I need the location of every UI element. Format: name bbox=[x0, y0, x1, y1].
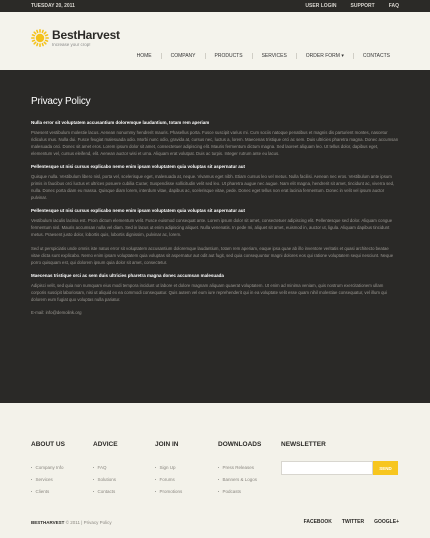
nav-contacts[interactable]: CONTACTS bbox=[353, 53, 399, 59]
copyright bbox=[31, 520, 112, 525]
contact-email[interactable]: E-mail: info@demolink.org bbox=[31, 310, 82, 315]
section-text: Praesent vestibulum molestie lacus. Aenean nonummy hendrerit mauris. Phasellus porta. Fusce suscipit varius mi. Cum sociis natoque penatibus et magnis dis parturient montes, nascetur ridiculus mus. Nulla dui. Fusce feugiat malesuada odio. Morbi nunc odio, gravida at, cursus nec, luctus a, lorem. Maecenas tristique orci ac sem. Duis ultricies pharetra magna. Donec accumsan malesuada orci. Donec sit amet eros. Lorem ipsum dolor sit amet, consectetuer adipiscing elit. Mauris fermentum dictum magna. Sed laoreet aliquam leo. Ut tellus dolor, dapibus eget, elementum vel, cursus eleifend, elit. Aenean auctor wisi et urna. Aliquam erat volutpat. Duis ac turpis. Integer rutrum ante eu lacus. bbox=[31, 130, 399, 156]
footer-link[interactable]: · Podcasts bbox=[218, 486, 261, 498]
footer-column-title: ABOUT US bbox=[31, 441, 65, 448]
section-heading: Nulla error sit voluptatem accusantium doloremque laudantium, totam rem aperiam bbox=[31, 120, 210, 125]
nav-order-form[interactable]: ORDER FORM ▾ bbox=[296, 53, 353, 59]
nav-products[interactable]: PRODUCTS bbox=[205, 53, 252, 59]
twitter-link[interactable]: TWITTER bbox=[341, 519, 365, 525]
facebook-link[interactable]: FACEBOOK bbox=[303, 519, 332, 525]
logo-text bbox=[52, 29, 120, 47]
section-text: Quisque nulla. Vestibulum libero nisl, porta vel, scelerisque eget, malesuada at, neque. Vivamus eget nibh. Etiam cursus leo vel metus. Nulla facilisi. Aenean nec eros. Vestibulum ante ipsum primis in faucibus orci luctus et ultrices posuere cubilia Curae; Suspendisse sollicitudin velit sed leo. Ut pharetra augue nec augue. Nam elit magna, hendrerit sit amet, tincidunt ac, viverra sed, nulla. Donec porta diam eu massa. Quisque diam lorem, interdum vitae, dapibus ac, scelerisque vitae, pede. Donec eget tellus non erat lacinia fermentum. Donec in velit vel ipsum auctor pulvinar. bbox=[31, 174, 395, 200]
footer-column-about bbox=[31, 441, 65, 498]
footer-link[interactable]: · Contacts bbox=[93, 486, 118, 498]
logo-name: BestHarvest bbox=[52, 28, 120, 42]
logo[interactable] bbox=[31, 29, 120, 47]
footer-link[interactable]: · Press Releases bbox=[218, 462, 261, 474]
newsletter bbox=[281, 441, 398, 475]
footer-link[interactable]: · Sign Up bbox=[155, 462, 182, 474]
footer-link[interactable]: · Banners & Logos bbox=[218, 474, 261, 486]
nav-company[interactable]: COMPANY bbox=[161, 53, 205, 59]
footer-column-downloads bbox=[218, 441, 261, 498]
footer-link[interactable]: · Promotions bbox=[155, 486, 182, 498]
footer-column-join bbox=[155, 441, 182, 498]
copyright-text[interactable]: © 2011 | Privacy Policy bbox=[65, 519, 112, 525]
newsletter-form bbox=[281, 461, 398, 475]
support-link[interactable]: SUPPORT bbox=[350, 3, 375, 9]
header bbox=[0, 12, 430, 70]
nav-services[interactable]: SERVICES bbox=[252, 53, 296, 59]
footer-link[interactable]: · Clients bbox=[31, 486, 65, 498]
google-plus-link[interactable]: GOOGLE+ bbox=[374, 519, 399, 525]
faq-link[interactable]: FAQ bbox=[388, 3, 399, 9]
newsletter-email-input[interactable] bbox=[281, 461, 373, 475]
copyright-row bbox=[31, 515, 399, 529]
footer-link[interactable]: · FAQ bbox=[93, 462, 118, 474]
section-text: Adipisci velit, sed quia non numquam eius modi tempora incidunt ut labore et dolore magnam aliquam quaerat voluptatem. Ut enim ad minima veniam, quis nostrum exercitationem ullam corporis suscipit laboriosam, nisi ut aliquid ex ea commodi consequatur. Quis autem vel eum iure reprehenderit qui in ea voluptate velit esse quam nihil molestiae consequatur, vel illum qui dolorem eum fugiat quo voluptas nulla pariatur. bbox=[31, 283, 387, 302]
social-links bbox=[304, 519, 399, 525]
top-links bbox=[305, 3, 399, 9]
footer-link[interactable]: · Company Info bbox=[31, 462, 65, 474]
footer bbox=[0, 403, 430, 538]
top-bar bbox=[0, 0, 430, 12]
footer-column-title: JOIN IN bbox=[155, 441, 179, 448]
logo-tagline: Increase your crop! bbox=[52, 42, 91, 47]
main-content bbox=[0, 70, 430, 403]
section-heading: Pellentesque ut nisi cursus explicabo nemo enim ipsam voluptatem quia voluptas sit aspernatur aut bbox=[31, 164, 246, 169]
newsletter-title: NEWSLETTER bbox=[281, 441, 326, 448]
section-text: Vestibulum iaculis lacinia est. Proin dictum elementum velit. Fusce euismod consequat ante. Lorem ipsum dolor sit amet, consectetuer adipiscing elit. Pellentesque sed dolor. Aliquam congue fermentum nisl. Mauris accumsan nulla vel diam. Sed in lacus ut enim adipiscing aliquet. Nulla venenatis. In pede mi, aliquet sit amet, euismod in, auctor ut, ligula. Aliquam dapibus tincidunt metus. Praesent justo dolor, lobortis quis, lobortis dignissim, pulvinar ac, lorem. bbox=[31, 218, 393, 237]
copyright-brand: BESTHARVEST bbox=[31, 519, 65, 525]
newsletter-send-button[interactable]: SEND bbox=[373, 461, 398, 475]
footer-column-title: ADVICE bbox=[93, 441, 118, 448]
footer-link[interactable]: · Forums bbox=[155, 474, 182, 486]
section-heading: Pellentesque ut nisi cursus explicabo nemo enim ipsam voluptatem quia voluptas sit aspernatur aut bbox=[31, 208, 246, 213]
user-login-link[interactable]: USER LOGIN bbox=[305, 3, 337, 9]
footer-column-title: DOWNLOADS bbox=[218, 441, 262, 448]
section-text: Sed ut perspiciatis unde omnis iste natus error sit voluptatem accusantium doloremque laudantium, totam rem aperiam, eaque ipsa quae ab illo inventore veritatis et quasi architecto beatae vitae dicta sunt explicabo. Nemo enim ipsam voluptatem quia voluptas sit aspernatur aut odit aut fugit, sed quia consequuntur magni dolores eos qui ratione voluptatem sequi nesciunt. Neque porro quisquam est, qui dolorem ipsum quia dolor sit amet, consectetur. bbox=[31, 246, 394, 265]
section-heading: Maecenas tristique orci ac sem duis ultricies pharetra magna donec accumsan malesuada bbox=[31, 273, 224, 278]
sun-icon bbox=[31, 29, 49, 47]
page-title: Privacy Policy bbox=[31, 96, 91, 107]
footer-link[interactable]: · Services bbox=[31, 474, 65, 486]
footer-column-advice bbox=[93, 441, 118, 498]
footer-link[interactable]: · Solutions bbox=[93, 474, 118, 486]
date-label: TUESDAY 20, 2011 bbox=[31, 3, 75, 9]
main-nav bbox=[128, 53, 399, 59]
nav-home[interactable]: HOME bbox=[136, 53, 152, 59]
